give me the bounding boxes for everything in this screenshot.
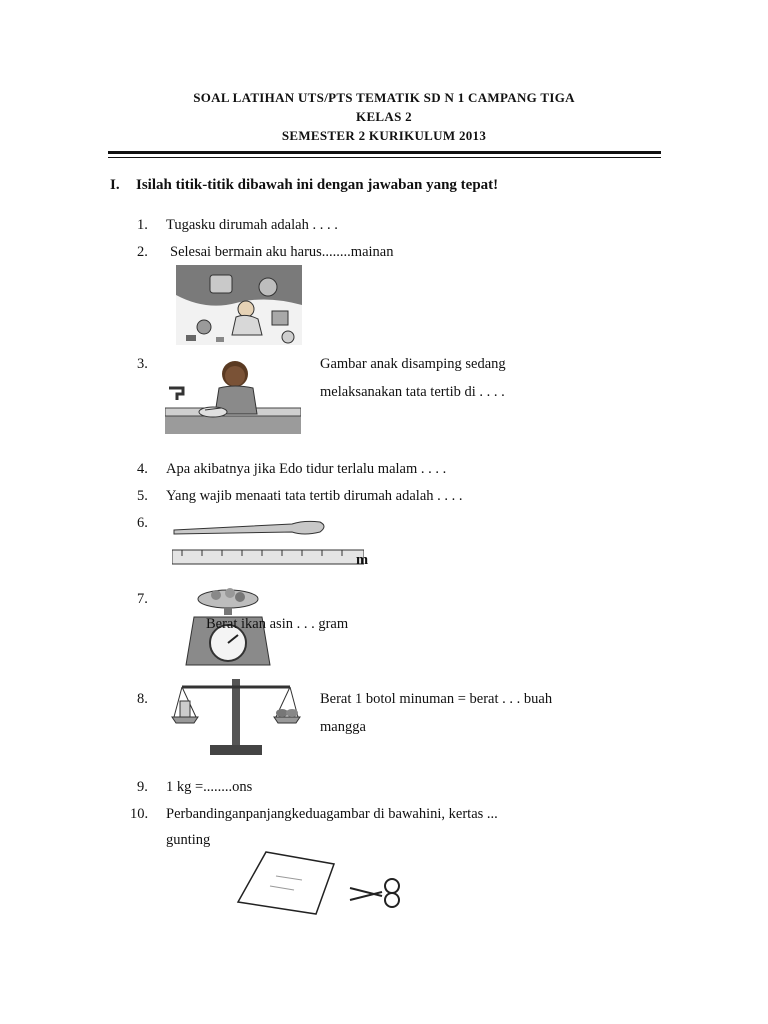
question-5-number: 5.	[137, 488, 148, 504]
question-8-text-line1: Berat 1 botol minuman = berat . . . buah	[320, 691, 553, 707]
header-title: SOAL LATIHAN UTS/PTS TEMATIK SD N 1 CAMPANG TIGA	[193, 90, 575, 105]
spoon-and-ruler-image	[172, 516, 364, 568]
question-1-text: Tugasku dirumah adalah . . . .	[166, 217, 338, 233]
question-9-text: 1 kg =........ons	[166, 779, 253, 795]
question-3-text-line2: melaksanakan tata tertib di . . . .	[320, 384, 505, 400]
question-10-number: 10.	[130, 806, 149, 822]
child-washing-dishes-image	[165, 358, 301, 434]
question-8-text-line2: mangga	[320, 719, 366, 735]
header-class: KELAS 2	[356, 109, 412, 124]
question-9-number: 9.	[137, 779, 148, 795]
question-4-number: 4.	[137, 461, 148, 477]
section-instruction: Isilah titik-titik dibawah ini dengan jawaban yang tepat!	[136, 177, 499, 193]
kids-playing-toys-image	[176, 265, 302, 345]
question-10-text-line2: gunting	[166, 832, 211, 848]
question-6-number: 6.	[137, 515, 148, 531]
question-3-text-line1: Gambar anak disamping sedang	[320, 356, 506, 372]
paper-sheet-image	[236, 850, 336, 916]
question-4-text: Apa akibatnya jika Edo tidur terlalu malam . . . .	[166, 461, 447, 477]
question-6-suffix: m	[356, 552, 369, 568]
header-divider-thick	[108, 151, 661, 154]
header-semester: SEMESTER 2 KURIKULUM 2013	[281, 128, 487, 143]
question-8-number: 8.	[137, 691, 148, 707]
section-heading	[110, 177, 498, 194]
section-number: I.	[110, 177, 120, 193]
scissors-icon	[348, 878, 404, 908]
question-1-number: 1.	[137, 217, 148, 233]
question-5-text: Yang wajib menaati tata tertib dirumah adalah . . . .	[166, 488, 463, 504]
question-7-number: 7.	[137, 591, 148, 607]
question-3-number: 3.	[137, 356, 148, 372]
question-2-text: Selesai bermain aku harus........mainan	[170, 244, 394, 260]
balance-scale-image	[170, 673, 302, 757]
question-2-number: 2.	[137, 244, 148, 260]
header-divider-thin	[108, 157, 661, 158]
question-10-text-line1: Perbandinganpanjangkeduagambar di bawahini, kertas ...	[166, 806, 498, 822]
question-7-text: Berat ikan asin . . . gram	[206, 616, 349, 632]
